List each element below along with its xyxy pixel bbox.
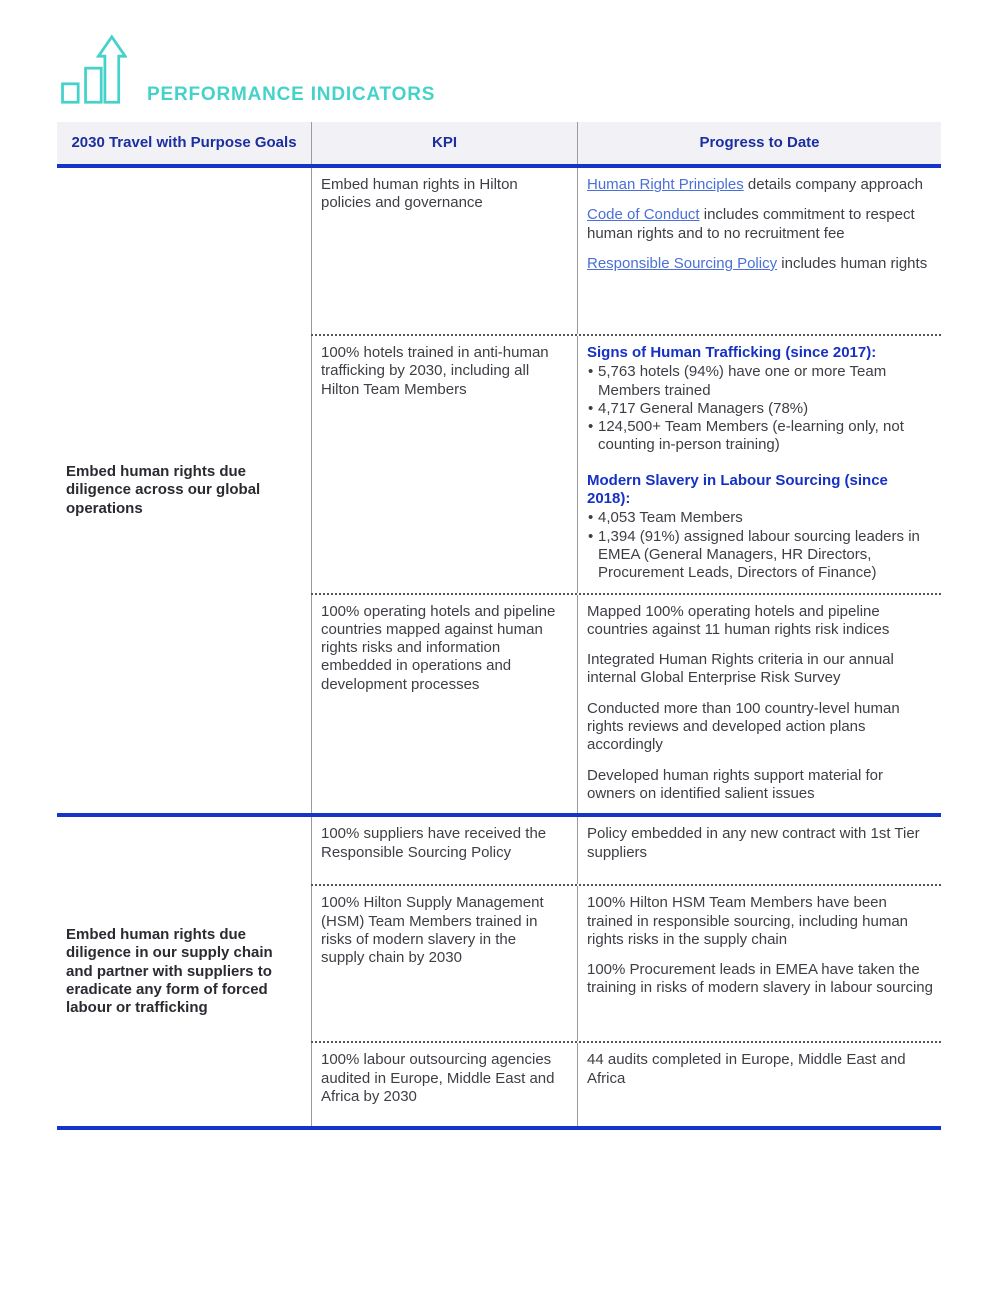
- page-title: PERFORMANCE INDICATORS: [147, 84, 436, 105]
- column-header-kpi: KPI: [311, 122, 577, 164]
- progress-text: includes commitment to respect human rights and to no recruitment fee: [587, 206, 915, 242]
- progress-bullet: • 5,763 hotels (94%) have one or more Team Members trained: [587, 363, 935, 400]
- table-row: [311, 1043, 941, 1126]
- kpi-cell: Embed human rights in Hilton policies and governance: [311, 168, 577, 334]
- table-row: [311, 168, 941, 336]
- progress-cell: [577, 886, 941, 1041]
- kpi-cell: 100% Hilton Supply Management (HSM) Team Members trained in risks of modern slavery in the supply chain by 2030: [311, 886, 577, 1041]
- human-rights-principles-link[interactable]: Human Right Principles: [587, 176, 744, 193]
- progress-cell: [577, 168, 941, 334]
- progress-text: includes human rights: [777, 254, 928, 272]
- kpi-cell: 100% operating hotels and pipeline countries mapped against human rights risks and information embedded in operations and development processes: [311, 595, 577, 814]
- column-header-goals: 2030 Travel with Purpose Goals: [71, 134, 297, 152]
- progress-bullet-list: [587, 363, 935, 454]
- responsible-sourcing-policy-link[interactable]: Responsible Sourcing Policy: [587, 254, 778, 272]
- goal-group-supply-chain: [57, 817, 941, 1130]
- progress-bullet: • 4,717 General Managers (78%): [587, 400, 935, 418]
- bar-chart-growth-icon: [57, 30, 127, 110]
- progress-cell: [577, 595, 941, 814]
- progress-section-heading: Modern Slavery in Labour Sourcing (since 2018):: [587, 471, 888, 508]
- goal-cell: [57, 817, 311, 1126]
- column-header-progress: Progress to Date: [577, 122, 941, 164]
- progress-bullet: • 4,053 Team Members: [587, 509, 935, 527]
- section-header: [57, 30, 942, 110]
- progress-text: details company approach: [743, 176, 924, 193]
- kpi-cell: 100% suppliers have received the Responsible Sourcing Policy: [311, 817, 577, 884]
- performance-indicators-table: [57, 122, 941, 1130]
- progress-paragraph: 44 audits completed in Europe, Middle East and Africa: [587, 1051, 906, 1087]
- progress-bullet-list: [587, 509, 935, 582]
- progress-paragraph: [587, 206, 935, 243]
- progress-bullet: • 124,500+ Team Members (e-learning only, not counting in-person training): [587, 418, 935, 455]
- table-row: [311, 595, 941, 814]
- kpi-cell: 100% labour outsourcing agencies audited in Europe, Middle East and Africa by 2030: [311, 1043, 577, 1126]
- progress-paragraph: 100% Procurement leads in EMEA have taken the training in risks of modern slavery in labour sourcing: [587, 961, 933, 997]
- progress-paragraph: 100% Hilton HSM Team Members have been trained in responsible sourcing, including human rights risks in the supply chain: [587, 894, 909, 948]
- table-header-row: [57, 122, 941, 168]
- progress-paragraph: Developed human rights support material for owners on identified salient issues: [587, 766, 883, 802]
- progress-cell: [577, 1043, 941, 1126]
- progress-paragraph: Integrated Human Rights criteria in our annual internal Global Enterprise Risk Survey: [587, 651, 894, 687]
- kpi-cell: 100% hotels trained in anti-human trafficking by 2030, including all Hilton Team Members: [311, 336, 577, 593]
- progress-cell: [577, 817, 941, 884]
- goal-group-rows: [311, 168, 941, 813]
- table-row: [311, 336, 941, 595]
- goal-text: Embed human rights due diligence across our global operations: [66, 463, 261, 517]
- progress-paragraph: Conducted more than 100 country-level human rights reviews and developed action plans accordingly: [587, 699, 900, 754]
- goal-text: Embed human rights due diligence in our supply chain and partner with suppliers to eradicate any form of forced labour or trafficking: [66, 925, 273, 1017]
- goal-group-global-operations: [57, 168, 941, 817]
- progress-bullet: • 1,394 (91%) assigned labour sourcing leaders in EMEA (General Managers, HR Directors, Procurement Leads, Directors of Finance): [587, 528, 935, 583]
- progress-paragraph: [587, 255, 935, 273]
- table-row: [311, 886, 941, 1043]
- progress-paragraph: [587, 176, 935, 194]
- table-row: [311, 817, 941, 886]
- progress-cell: [577, 336, 941, 593]
- goal-group-rows: [311, 817, 941, 1126]
- code-of-conduct-link[interactable]: Code of Conduct: [587, 206, 700, 224]
- progress-paragraph: Policy embedded in any new contract with 1st Tier suppliers: [587, 825, 920, 861]
- goal-cell: [57, 168, 311, 813]
- progress-paragraph: Mapped 100% operating hotels and pipeline countries against 11 human rights risk indices: [587, 602, 890, 638]
- progress-section-heading: Signs of Human Trafficking (since 2017):: [587, 344, 877, 361]
